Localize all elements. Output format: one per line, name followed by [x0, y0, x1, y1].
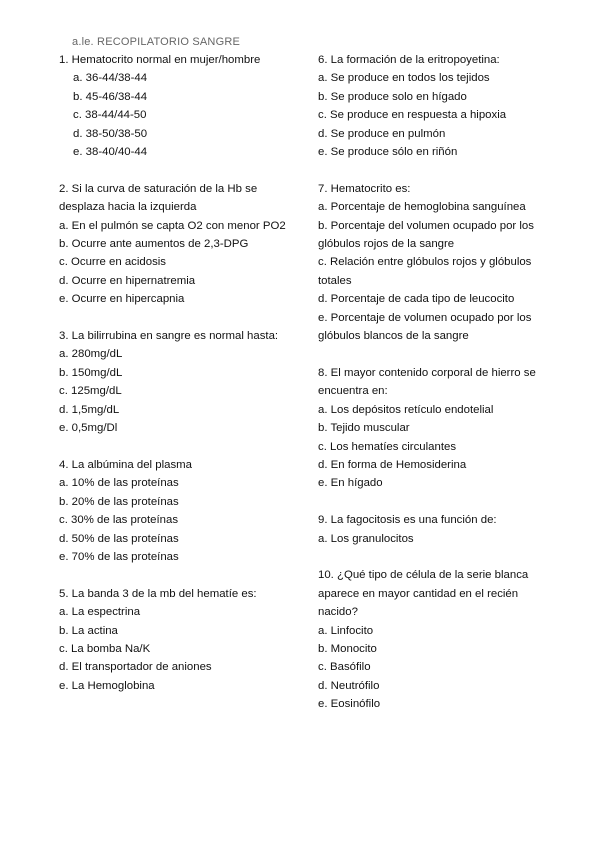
question-block	[59, 585, 304, 695]
question-block	[59, 51, 304, 161]
answer-option: c. 125mg/dL	[59, 385, 122, 398]
answer-option: a. Porcentaje de hemoglobina sanguínea	[318, 201, 526, 214]
answer-option: d. Porcentaje de cada tipo de leucocito	[318, 293, 515, 306]
answer-option: d. En forma de Hemosiderina	[318, 458, 467, 471]
answer-option: e. Porcentaje de volumen ocupado por los glóbulos blancos de la sangre	[318, 311, 532, 343]
answer-option: a. 280mg/dL	[59, 348, 123, 361]
answer-option: c. Ocurre en acidosis	[59, 256, 166, 269]
question-block	[318, 364, 540, 493]
answer-option: a. Linfocito	[318, 624, 374, 637]
answer-option: a. En el pulmón se capta O2 con menor PO2	[59, 219, 286, 232]
answer-option: e. En hígado	[318, 477, 383, 490]
answer-options	[59, 603, 304, 695]
answer-option: b. 45-46/38-44	[73, 90, 148, 103]
question-text: 3. La bilirrubina en sangre es normal hasta:	[59, 330, 279, 343]
answer-option: e. Se produce sólo en riñón	[318, 146, 458, 159]
answer-option: b. Ocurre ante aumentos de 2,3-DPG	[59, 238, 249, 251]
question-text: 10. ¿Qué tipo de célula de la serie blanca aparece en mayor cantidad en el recién nacido?	[318, 569, 529, 619]
answer-option: d. 38-50/38-50	[73, 127, 148, 140]
answer-options	[59, 69, 304, 161]
answer-option: c. La bomba Na/K	[59, 642, 151, 655]
answer-option: c. 38-44/44-50	[73, 109, 147, 122]
answer-option: e. La Hemoglobina	[59, 679, 155, 692]
answer-option: c. Se produce en respuesta a hipoxia	[318, 109, 507, 122]
answer-options	[318, 530, 540, 548]
answer-option: b. Porcentaje del volumen ocupado por los glóbulos rojos de la sangre	[318, 219, 534, 251]
answer-options	[59, 217, 304, 309]
answer-option: e. Eosinófilo	[318, 698, 381, 711]
answer-option: c. Los hematíes circulantes	[318, 440, 457, 453]
question-text: 9. La fagocitosis es una función de:	[318, 514, 497, 527]
answer-options	[59, 345, 304, 437]
question-block	[59, 456, 304, 566]
answer-option: d. 50% de las proteínas	[59, 532, 179, 545]
answer-option: d. Neutrófilo	[318, 679, 380, 692]
answer-option: a. Los granulocitos	[318, 532, 414, 545]
answer-option: d. Ocurre en hipernatremia	[59, 274, 196, 287]
answer-option: a. La espectrina	[59, 606, 141, 619]
answer-option: e. 70% de las proteínas	[59, 550, 179, 563]
question-block	[318, 180, 540, 346]
question-block	[318, 566, 540, 713]
question-text: 6. La formación de la eritropoyetina:	[318, 54, 500, 66]
page-header: a.le. RECOPILATORIO SANGRE	[72, 36, 241, 48]
answer-option: d. 1,5mg/dL	[59, 403, 120, 416]
answer-option: d. Se produce en pulmón	[318, 127, 446, 140]
answer-option: c. Basófilo	[318, 661, 371, 674]
answer-option: e. 0,5mg/Dl	[59, 422, 118, 435]
answer-option: b. La actina	[59, 624, 118, 637]
answer-options	[318, 69, 540, 161]
answer-options	[318, 622, 540, 714]
question-block	[59, 180, 304, 309]
answer-option: c. 30% de las proteínas	[59, 514, 179, 527]
question-text: 1. Hematocrito normal en mujer/hombre	[59, 54, 261, 66]
answer-option: a. Se produce en todos los tejidos	[318, 72, 490, 85]
answer-option: b. 20% de las proteínas	[59, 495, 179, 508]
answer-option: d. El transportador de aniones	[59, 661, 212, 674]
question-text: 4. La albúmina del plasma	[59, 458, 192, 471]
answer-option: e. 38-40/40-44	[73, 146, 148, 159]
question-text: 7. Hematocrito es:	[318, 182, 411, 195]
right-column	[318, 51, 540, 732]
answer-option: b. 150mg/dL	[59, 366, 123, 379]
question-text: 8. El mayor contenido corporal de hierro se encuentra en:	[318, 366, 536, 398]
answer-option: a. 36-44/38-44	[73, 72, 148, 85]
left-column	[59, 51, 304, 714]
answer-options	[318, 401, 540, 493]
answer-options	[318, 198, 540, 345]
question-text: 2. Si la curva de saturación de la Hb se desplaza hacia la izquierda	[59, 182, 258, 214]
question-block	[59, 327, 304, 437]
question-block	[318, 511, 540, 548]
answer-option: b. Monocito	[318, 642, 377, 655]
answer-option: b. Se produce solo en hígado	[318, 90, 467, 103]
answer-option: a. Los depósitos retículo endotelial	[318, 403, 494, 416]
answer-option: c. Relación entre glóbulos rojos y glóbulos totales	[318, 256, 532, 287]
question-block	[318, 51, 540, 161]
answer-option: e. Ocurre en hipercapnia	[59, 293, 185, 306]
answer-options	[59, 474, 304, 566]
answer-option: b. Tejido muscular	[318, 422, 410, 435]
answer-option: a. 10% de las proteínas	[59, 477, 179, 490]
question-text: 5. La banda 3 de la mb del hematíe es:	[59, 587, 257, 600]
